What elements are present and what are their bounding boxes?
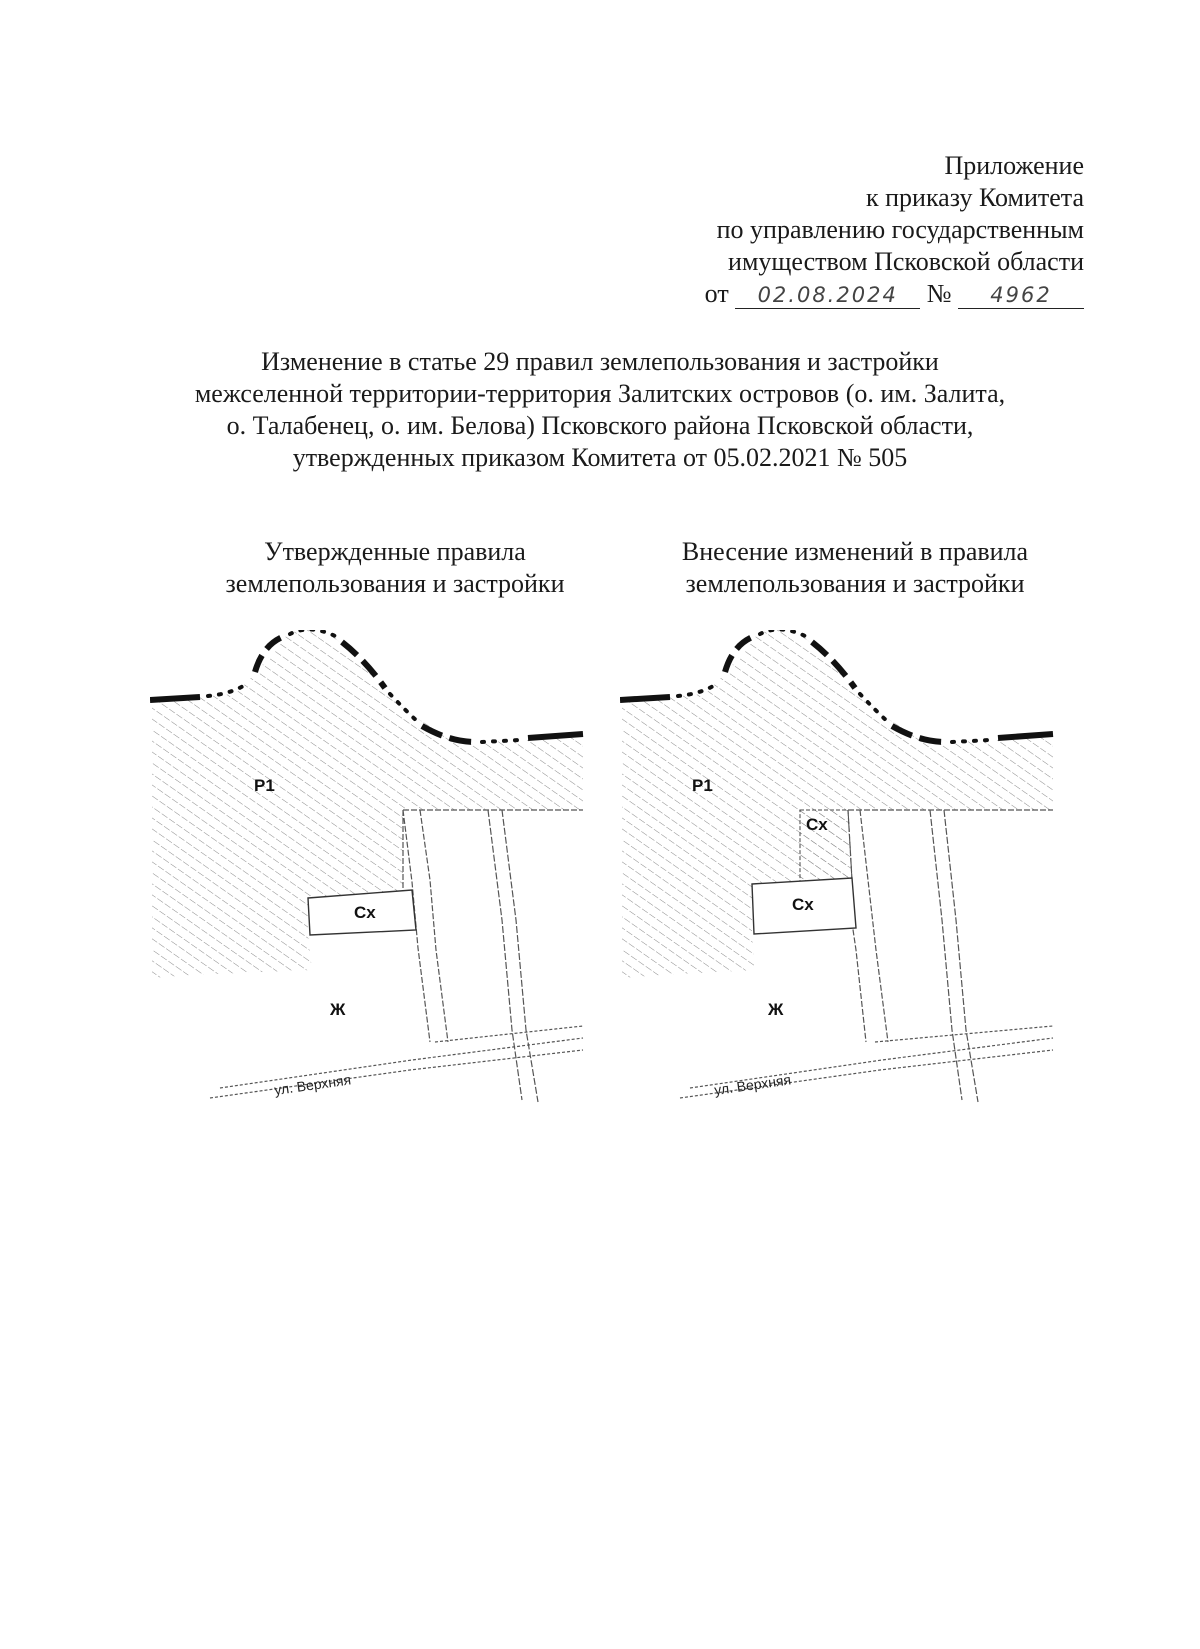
number-handwritten: 4962 (958, 278, 1084, 309)
street-label: ул. Верхняя (713, 1071, 792, 1098)
caption-approved-line-2: землепользования и застройки (225, 569, 565, 598)
caption-changes (630, 536, 1080, 600)
title-line-1: Изменение в статье 29 правил землепользования и застройки (261, 347, 939, 376)
number-prefix: № (926, 279, 952, 308)
title-line-3: о. Талабенец, о. им. Белова) Псковского района Псковской области, (226, 411, 974, 440)
map-approved (150, 630, 610, 1150)
date-handwritten: 02.08.2024 (735, 278, 920, 309)
boundary-dashed (620, 697, 670, 700)
appendix-title: Приложение (944, 151, 1084, 180)
date-prefix: от (704, 279, 729, 308)
zone-label-residential: Ж (330, 1000, 346, 1019)
map-changes (620, 630, 1080, 1150)
boundary-dashed (150, 697, 200, 700)
road-line (403, 810, 583, 1042)
appendix-region: имуществом Псковской области (728, 247, 1084, 276)
appendix-order-ref: к приказу Комитета (865, 183, 1084, 212)
zone-label-recreation: Р1 (692, 776, 713, 795)
zone-label-recreation: Р1 (254, 776, 275, 795)
appendix-date-number (705, 278, 1084, 310)
title-line-4: утвержденных приказом Комитета от 05.02.2021 № 505 (292, 443, 908, 472)
title-line-2: межселенной территории-территория Залитских островов (о. им. Залита, (194, 379, 1006, 408)
caption-changes-line-1: Внесение изменений в правила (681, 537, 1029, 566)
appendix-committee: по управлению государственным (716, 215, 1084, 244)
road-line (930, 810, 978, 1102)
boundary-dashed (528, 734, 583, 738)
street-label: ул. Верхняя (273, 1071, 352, 1098)
document-title (0, 346, 1200, 474)
appendix-header (705, 150, 1084, 310)
caption-approved-line-1: Утвержденные правила (264, 537, 526, 566)
caption-approved (170, 536, 620, 600)
caption-changes-line-2: землепользования и застройки (685, 569, 1025, 598)
zone-label-agri: Сх (354, 903, 376, 922)
zone-label-agri-lower: Сх (792, 895, 814, 914)
boundary-dashed (998, 734, 1053, 738)
zone-label-agri-upper: Сх (806, 815, 828, 834)
zone-label-residential: Ж (768, 1000, 784, 1019)
